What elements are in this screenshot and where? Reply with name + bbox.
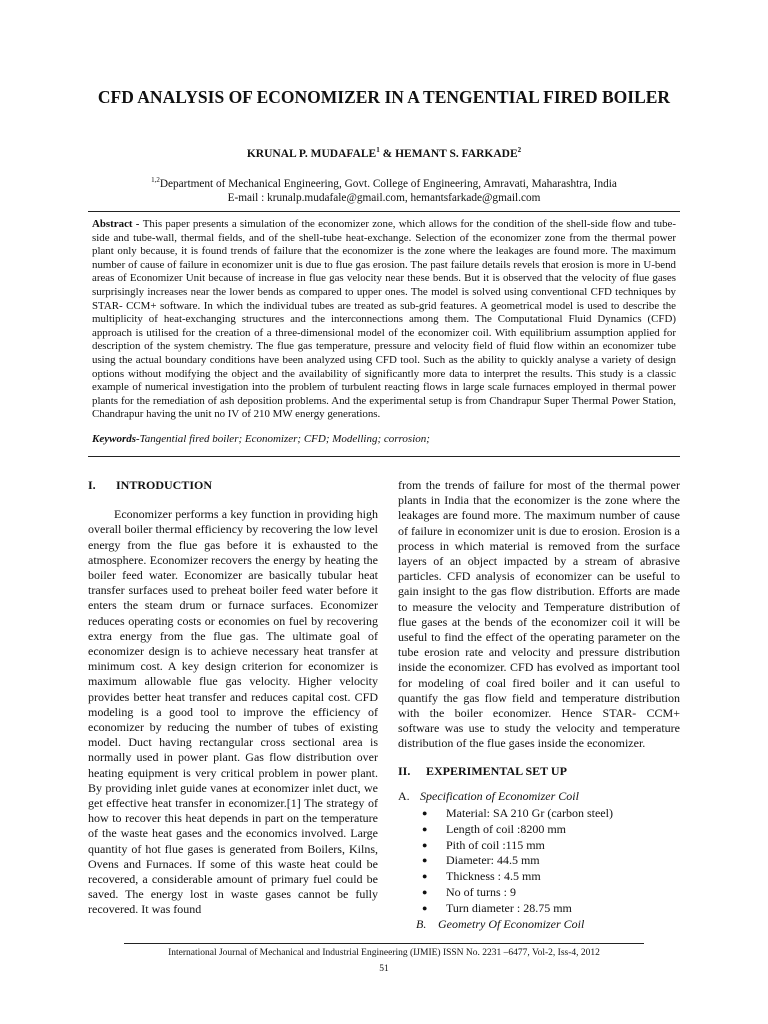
subsection-title: Specification of Economizer Coil [420, 788, 579, 803]
left-column [88, 478, 378, 918]
abstract [92, 218, 676, 422]
subsection-number: A. [398, 788, 410, 803]
author-1-sup: 1 [376, 146, 380, 154]
intro-paragraph-2: from the trends of failure for most of the thermal power plants in India that the economizer is the zone where the leakages are found more. The maximum number of cause of failure in economizer unit is due to erosion. Erosion is a process in which material is removed from the surface layers of an object impacted by a stream of abrasive particles. CFD analysis of economizer can be useful to gain insight to the gas flow distribution. Efforts are made to measure the velocity and Temperature distribution of flue gases at the bends of the economizer coil it will be useful to find the effect of the operating parameter on the tube erosion rate and velocity and pressure distribution inside the economizer. CFD has evolved as important tool for modeling of coal fired boiler and it can useful to quantify the gas flow field and temperature distribution with the boiler economizer. Hence STAR- CCM+ software was use to study the velocity and temperature distribution of the flue gases inside the economizer. [398, 478, 680, 751]
keywords-label: Keywords- [92, 433, 140, 445]
section-number: II. [398, 763, 411, 778]
section-heading-experimental-setup [398, 764, 680, 779]
affiliation-block [0, 173, 768, 205]
spec-item: ● Diameter: 44.5 mm [422, 853, 540, 868]
abstract-bottom-rule [88, 456, 680, 457]
bullet-icon: ● [422, 871, 428, 882]
spec-item: ● Length of coil :8200 mm [422, 821, 566, 836]
subsection-a-heading [398, 789, 680, 804]
affiliation-sup: 1,2 [151, 176, 160, 184]
spec-item: ● Material: SA 210 Gr (carbon steel) [422, 806, 613, 821]
spec-item: ● Thickness : 4.5 mm [422, 869, 541, 884]
authors [0, 146, 768, 160]
section-heading-introduction [88, 478, 378, 493]
spec-item: ● No of turns : 9 [422, 885, 516, 900]
abstract-top-rule [88, 211, 680, 212]
subsection-b-heading [398, 917, 680, 932]
keywords [92, 433, 676, 445]
subsection-number: B. [416, 916, 427, 931]
abstract-text: This paper presents a simulation of the economizer zone, which allows for the condition of the shell-side flow and tube-side and tube-wall, thermal fields, and of the shell-tube heat-exchange. Selection of the economizer zone from the thermal power plant only because, it is found trends of failure that the economizer is the zone where the leakages are found more. The maximum number of cause of failure in economizer unit is due to flue gas erosion. The past failure details revels that erosion is more in U-bend areas of Economizer Unit because of increase in flue gas velocity near these bends. But it is observed that the velocity of flue gases surprisingly increases near the lower bends as compared to upper ones. The model is solved using conventional CFD techniques by STAR- CCM+ software. In which the individual tubes are treated as sub-grid features. A geometrical model is used to describe the multiplicity of heat-exchanging structures and the interconnections among them. The Computational Fluid Dynamics (CFD) approach is utilised for the creation of a three-dimensional model of the economizer coil. With equilibrium assumption applied for description of the system chemistry. The flue gas temperature, pressure and velocity field of fluid flow within an economizer tube using the actual boundary conditions have been analyzed using CFD tool. Such as the ability to quickly analyse a variety of design options without modifying the object and the availability of significantly more data to interpret the results. This study is a classic example of numerical investigation into the problem of turbulent reacting flows in large scale furnaces employed in thermal power plants for the remediation of ash deposition problems. And the experimental setup is from Chandrapur Super Thermal Power Station, Chandrapur having the unit no IV of 210 MW energy generations. [92, 218, 676, 421]
author-2-sup: 2 [517, 146, 522, 154]
right-column [398, 478, 680, 932]
spec-list [398, 806, 680, 917]
bullet-icon: ● [422, 839, 428, 850]
abstract-label: Abstract - [92, 218, 143, 230]
bullet-icon: ● [422, 808, 428, 819]
author-separator: & [379, 147, 396, 160]
bullet-icon: ● [422, 902, 428, 913]
author-2: HEMANT S. FARKADE [395, 147, 518, 160]
subsection-title: Geometry Of Economizer Coil [438, 916, 585, 931]
affiliation-line [0, 173, 768, 191]
paper-title: CFD ANALYSIS OF ECONOMIZER IN A TENGENTIAL FIRED BOILER [97, 87, 671, 107]
bullet-icon: ● [422, 823, 428, 834]
spec-item: ● Turn diameter : 28.75 mm [422, 900, 572, 915]
journal-footer: International Journal of Mechanical and Industrial Engineering (IJMIE) ISSN No. 2231 –6477, Vol-2, Iss-4, 2012 [168, 948, 600, 958]
section-number: I. [88, 478, 96, 492]
section-title: EXPERIMENTAL SET UP [426, 763, 567, 778]
spec-item: ● Pith of coil :115 mm [422, 837, 545, 852]
footer-rule [124, 943, 644, 944]
keywords-text: Tangential fired boiler; Economizer; CFD; Modelling; corrosion; [139, 433, 430, 445]
page-number: 51 [379, 964, 389, 974]
section-title: INTRODUCTION [116, 478, 213, 492]
bullet-icon: ● [422, 887, 428, 898]
email-line: E-mail : krunalp.mudafale@gmail.com, hemantsfarkade@gmail.com [227, 191, 541, 204]
affiliation: Department of Mechanical Engineering, Govt. College of Engineering, Amravati, Maharashtra, India [159, 177, 617, 190]
author-1: KRUNAL P. MUDAFALE [246, 147, 377, 160]
intro-paragraph-1: Economizer performs a key function in providing high overall boiler thermal efficiency by recovering the low level energy from the flue gas before it is exhausted to the atmosphere. Economizer recovers the energy by heating the boiler feed water. Economizer are basically tubular heat transfer surfaces used to preheat boiler feed water before it enters the steam drum or furnace surfaces. Economizer reduces operating costs or economies on fuel by recovering extra energy from the flue gas. The ultimate goal of economizer design is to achieve necessary heat transfer at minimum cost. A key design criterion for economizer is maximum allowable flue gas velocity. Higher velocity provides better heat transfer and reduces capital cost. CFD modeling is a good tool to improve the efficiency of economizer by reducing the number of tubes of existing model. Duct having rectangular cross sectional area is normally used in power plant. Gas flow distribution over heating equipment is very critical problem in power plant. By providing inlet guide vanes at economizer inlet duct, we get effective heat transfer in economizer.[1] The strategy of how to recover this heat depends in part on the temperature of the waste heat gases and the economics involved. Large quantity of hot flue gases is generated from Boilers, Kilns, Ovens and Furnaces. If some of this waste heat could be recovered, a considerable amount of primary fuel could be saved. The energy lost in waste gases cannot be fully recovered. It was found [88, 507, 378, 917]
bullet-icon: ● [422, 855, 428, 866]
